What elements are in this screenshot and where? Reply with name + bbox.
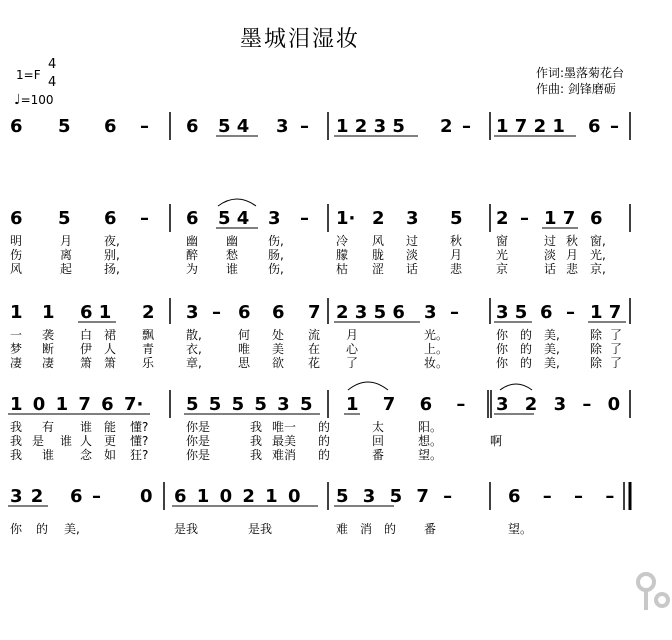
lyric: 你 <box>10 522 23 536</box>
note: 6 <box>104 208 117 229</box>
note: 6 <box>10 116 23 137</box>
lyric: 幽 <box>186 234 199 248</box>
note-group: 6 1 <box>80 302 112 323</box>
lyric: 思 <box>238 356 251 370</box>
lyric: 枯 <box>336 262 349 276</box>
note: 2 <box>372 208 385 229</box>
composer-credit: 作曲: 剑锋磨砺 <box>536 82 616 96</box>
lyric: 伊 <box>80 342 93 356</box>
lyric: 涩 <box>372 262 385 276</box>
lyric: 凄 <box>42 356 55 370</box>
note: 7 <box>308 302 321 323</box>
lyric: 狂? <box>130 448 149 462</box>
lyric: 伤, <box>268 262 284 276</box>
lyric: 白 <box>80 328 93 342</box>
lyric: 太 <box>372 420 385 434</box>
lyric: 秋 <box>566 234 579 248</box>
lyric: 念 <box>80 448 93 462</box>
note: 2 <box>496 208 509 229</box>
lyric: 章, <box>186 356 202 370</box>
lyricist-credit: 作词:墨落菊花台 <box>536 66 625 80</box>
lyric: 衣, <box>186 342 202 356</box>
lyric: 伤, <box>268 234 284 248</box>
dash: – <box>300 116 309 137</box>
lyric: 番 <box>424 522 437 536</box>
note: 3 <box>424 302 437 323</box>
lyric: 了 <box>346 356 359 370</box>
note-group: 5 4 <box>218 116 250 137</box>
dash: – <box>450 302 459 323</box>
note: 2 <box>440 116 453 137</box>
note-group: 5 4 <box>218 208 250 229</box>
tempo-marking: ♩=100 <box>14 92 54 108</box>
lyric: 梦 <box>10 342 23 356</box>
note: 5 <box>58 116 71 137</box>
note-group: 1 7 <box>590 302 622 323</box>
note-group: 6 1 0 2 1 0 <box>174 486 301 507</box>
lyric: 我 <box>10 420 23 434</box>
lyric: 除 <box>590 328 603 342</box>
lyric: 乐 <box>142 356 155 370</box>
lyric: 为 <box>186 262 199 276</box>
dash: – <box>140 116 149 137</box>
lyric: 如 <box>104 448 117 462</box>
lyric: 我 <box>250 434 263 448</box>
lyric: 明 <box>10 234 23 248</box>
lyric: 了 <box>610 356 623 370</box>
lyric: 月 <box>60 234 73 248</box>
lyric: 起 <box>60 262 73 276</box>
lyric: 断 <box>42 342 55 356</box>
lyric: 流 <box>308 328 321 342</box>
lyric: 月 <box>566 248 579 262</box>
dash: – <box>566 302 575 323</box>
lyric: 扬, <box>104 262 120 276</box>
note-group: 1 7 6 – <box>346 394 466 415</box>
lyric: 唯 <box>238 342 251 356</box>
note: 6 <box>186 116 199 137</box>
lyric: 我 <box>250 448 263 462</box>
lyric: 谁 <box>42 448 55 462</box>
lyric: 话 <box>406 262 419 276</box>
lyric: 过 <box>544 234 557 248</box>
lyric: 风 <box>372 234 385 248</box>
lyric: 花 <box>308 356 321 370</box>
lyric: 飘 <box>142 328 155 342</box>
dash: – <box>212 302 221 323</box>
lyric: 阳。 <box>418 420 443 434</box>
lyric: 袭 <box>42 328 55 342</box>
lyric: 是 <box>32 434 45 448</box>
lyric: 过 <box>406 234 419 248</box>
lyric: 番 <box>372 448 385 462</box>
lyric: 风 <box>10 262 23 276</box>
lyric: 上。 <box>424 342 449 356</box>
note-group: 2 3 5 6 <box>336 302 405 323</box>
lyric: 回 <box>372 434 385 448</box>
note: 1 <box>10 302 23 323</box>
lyric: 光。 <box>424 328 449 342</box>
key-signature: 1=F <box>16 68 41 82</box>
bar-lines <box>164 112 630 510</box>
dash: – <box>462 116 471 137</box>
lyric: 美, <box>544 356 560 370</box>
dash: – <box>300 208 309 229</box>
lyric: 散, <box>186 328 202 342</box>
lyric: 啊 <box>490 434 503 448</box>
lyric: 懂? <box>130 420 149 434</box>
lyric: 的 <box>318 434 331 448</box>
lyric: 青 <box>142 342 155 356</box>
lyric: 在 <box>308 342 321 356</box>
lyric: 别, <box>104 248 120 262</box>
lyric: 你 <box>496 328 509 342</box>
lyric: 悲 <box>450 262 463 276</box>
dash: – <box>140 208 149 229</box>
note: 6 <box>540 302 553 323</box>
lyric: 你是 <box>186 448 211 462</box>
note-group: 1 2 3 5 <box>336 116 405 137</box>
lyric: 更 <box>104 434 117 448</box>
note-group: 3 5 <box>496 302 528 323</box>
lyric: 处 <box>272 328 285 342</box>
lyric: 窗 <box>496 234 509 248</box>
lyric: 秋 <box>450 234 463 248</box>
note: 5 <box>58 208 71 229</box>
lyric: 你 <box>496 342 509 356</box>
lyric: 你是 <box>186 434 211 448</box>
lyric: 的 <box>36 522 49 536</box>
lyric: 的 <box>520 328 533 342</box>
lyric: 最美 <box>272 434 297 448</box>
note: 6 <box>186 208 199 229</box>
note-group: 3 2 <box>10 486 44 507</box>
note-group: 5 5 5 5 3 5 <box>186 394 313 415</box>
lyric: 的 <box>318 420 331 434</box>
lyric: 我 <box>10 448 23 462</box>
note: 6 <box>588 116 601 137</box>
lyric: 凄 <box>10 356 23 370</box>
note: 3 <box>406 208 419 229</box>
time-signature-bottom: 4 <box>48 75 57 90</box>
lyric: 我 <box>10 434 23 448</box>
lyric: 人 <box>104 342 117 356</box>
watermark-logo <box>632 570 672 620</box>
time-signature-top: 4 <box>48 57 57 72</box>
lyric: 箫 <box>104 356 117 370</box>
lyric: 心 <box>346 342 359 356</box>
lyric: 淡 <box>406 248 419 262</box>
lyric: 难消的 <box>336 522 409 536</box>
lyric: 人 <box>80 434 93 448</box>
lyric: 唯一 <box>272 420 297 434</box>
lyric: 月 <box>346 328 359 342</box>
note-group: 1 7 <box>544 208 576 229</box>
lyric: 胧 <box>372 248 385 262</box>
note-group: 3 2 3 – 0 <box>496 394 621 415</box>
lyric: 美, <box>544 342 560 356</box>
lyric: 你 <box>496 356 509 370</box>
lyric: 一 <box>10 328 23 342</box>
lyric: 除 <box>590 356 603 370</box>
dash: – <box>92 486 101 507</box>
note-group: 1 0 1 7 6 7· <box>10 394 144 415</box>
note: 5 <box>450 208 463 229</box>
lyric: 冷 <box>336 234 349 248</box>
lyric: 的 <box>520 342 533 356</box>
note-group: 5 3 5 7 – <box>336 486 453 507</box>
lyric: 的 <box>520 356 533 370</box>
note-group: 1 7 2 1 <box>496 116 565 137</box>
lyric: 何 <box>238 328 251 342</box>
lyric: 光 <box>496 248 509 262</box>
lyric: 妆。 <box>424 356 449 370</box>
dash: – <box>610 116 619 137</box>
lyric: 有 <box>42 420 55 434</box>
lyric: 夜, <box>104 234 120 248</box>
lyric: 能 <box>104 420 117 434</box>
lyric: 是我 <box>174 522 199 536</box>
quarter-note-icon: ♩ <box>14 92 21 108</box>
lyric: 光, <box>590 248 606 262</box>
lyric: 欲 <box>272 356 285 370</box>
lyric: 的 <box>318 448 331 462</box>
lyric: 离 <box>60 248 73 262</box>
lyric: 美, <box>544 328 560 342</box>
lyric: 醉 <box>186 248 199 262</box>
underlines <box>8 136 626 506</box>
note: 3 <box>186 302 199 323</box>
lyric: 话 <box>544 262 557 276</box>
lyric: 谁 <box>226 262 239 276</box>
note: 1 <box>42 302 55 323</box>
lyric: 懂? <box>130 434 149 448</box>
lyric: 伤 <box>10 248 23 262</box>
note: 6 <box>590 208 603 229</box>
lyric: 月 <box>450 248 463 262</box>
lyric: 美, <box>64 522 80 536</box>
lyric: 你是 <box>186 420 211 434</box>
lyric: 箫 <box>80 356 93 370</box>
lyric: 愁 <box>226 248 239 262</box>
lyric: 幽 <box>226 234 239 248</box>
slurs <box>218 199 532 390</box>
note: 6 <box>70 486 83 507</box>
lyric: 难消 <box>272 448 297 462</box>
lyric: 裙 <box>104 328 117 342</box>
lyric: 京, <box>590 262 606 276</box>
lyric: 是我 <box>248 522 273 536</box>
lyric: 望。 <box>418 448 443 462</box>
note: 2 <box>142 302 155 323</box>
lyric: 悲 <box>566 262 579 276</box>
lyric: 淡 <box>544 248 557 262</box>
note: 6 <box>238 302 251 323</box>
note: 6 <box>104 116 117 137</box>
lyric: 窗, <box>590 234 606 248</box>
note: 6 <box>272 302 285 323</box>
note: 6 <box>10 208 23 229</box>
lyric: 谁 <box>80 420 93 434</box>
note: 1· <box>336 208 356 229</box>
lyric: 谁 <box>60 434 73 448</box>
lyric: 了 <box>610 328 623 342</box>
dash: – <box>520 208 529 229</box>
lyric: 我 <box>250 420 263 434</box>
lyric: 想。 <box>418 434 443 448</box>
note-group: 6 – – – <box>508 486 615 507</box>
lyric: 肠, <box>268 248 284 262</box>
note: 3 <box>268 208 281 229</box>
lyric: 望。 <box>508 522 533 536</box>
lyric: 了 <box>610 342 623 356</box>
note: 0 <box>140 486 153 507</box>
note: 3 <box>276 116 289 137</box>
song-title: 墨城泪湿妆 <box>239 27 360 52</box>
lyric: 除 <box>590 342 603 356</box>
lyric: 朦 <box>336 248 349 262</box>
lyric: 京 <box>496 262 509 276</box>
lyric: 美 <box>272 342 285 356</box>
